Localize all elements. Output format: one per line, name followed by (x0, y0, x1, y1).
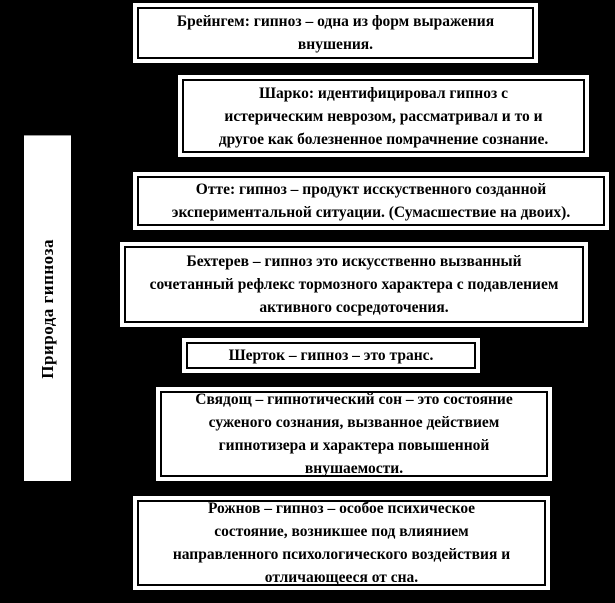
theory-text-line: другое как болезненное помрачнение сознание. (218, 130, 549, 148)
theory-text-line: Бехтерев – гипноз это искусственно вызванный (186, 253, 522, 270)
theory-box-otte-inner (137, 176, 605, 226)
theory-text-line: Свядощ – гипнотический сон – это состояние (195, 391, 513, 408)
category-label-box (24, 135, 71, 481)
theory-text-line: отличающееся от сна. (264, 569, 419, 586)
theory-text-line: состояние, возникшее под влиянием (214, 523, 469, 540)
theory-box-otte (133, 172, 609, 230)
theory-text-line: Рожнов – гипноз – особое психическое (207, 500, 476, 517)
theory-box-breingem-inner (137, 7, 534, 59)
theory-box-shertok-inner (186, 342, 476, 369)
theory-text-line: суженого сознания, вызванное действием (208, 414, 500, 431)
theory-text-line: гипнотизера и характера повышенной (218, 437, 490, 454)
theory-box-rozhnov-inner (137, 500, 546, 586)
theory-box-svyadosch-inner (160, 391, 548, 477)
theory-text-line: истерическим неврозом, рассматривал и то и (224, 107, 543, 125)
theory-text-line: Шарко: идентифицировал гипноз с (259, 84, 508, 102)
theory-text-line: активного сосредоточения. (259, 299, 449, 316)
theory-text-line: Шерток – гипноз – это транс. (228, 347, 434, 364)
theory-text-line: внушаемости. (304, 460, 404, 477)
theory-box-behterev-inner (124, 246, 584, 323)
theory-box-shertok (182, 338, 480, 373)
theory-text-line: Брейнгем: гипноз – одна из форм выражения (176, 13, 495, 30)
theory-text-line: направленного психологического воздействия и (172, 546, 511, 563)
theory-box-behterev (120, 242, 588, 327)
category-label: Природа гипноза (37, 238, 57, 379)
theory-box-svyadosch (156, 387, 552, 481)
theory-text-line: Отте: гипноз – продукт исскуственного созданной (195, 181, 547, 198)
theory-text-line: экспериментальной ситуации. (Сумасшествие на двоих). (171, 204, 571, 221)
theory-text-line: сочетанный рефлекс тормозного характера с подавлением (149, 276, 559, 293)
theory-box-breingem (133, 3, 538, 63)
theory-box-sharko (178, 75, 589, 157)
theory-box-rozhnov (133, 496, 550, 590)
theory-text-line: внушения. (297, 36, 374, 53)
theory-box-sharko-inner (182, 79, 585, 153)
